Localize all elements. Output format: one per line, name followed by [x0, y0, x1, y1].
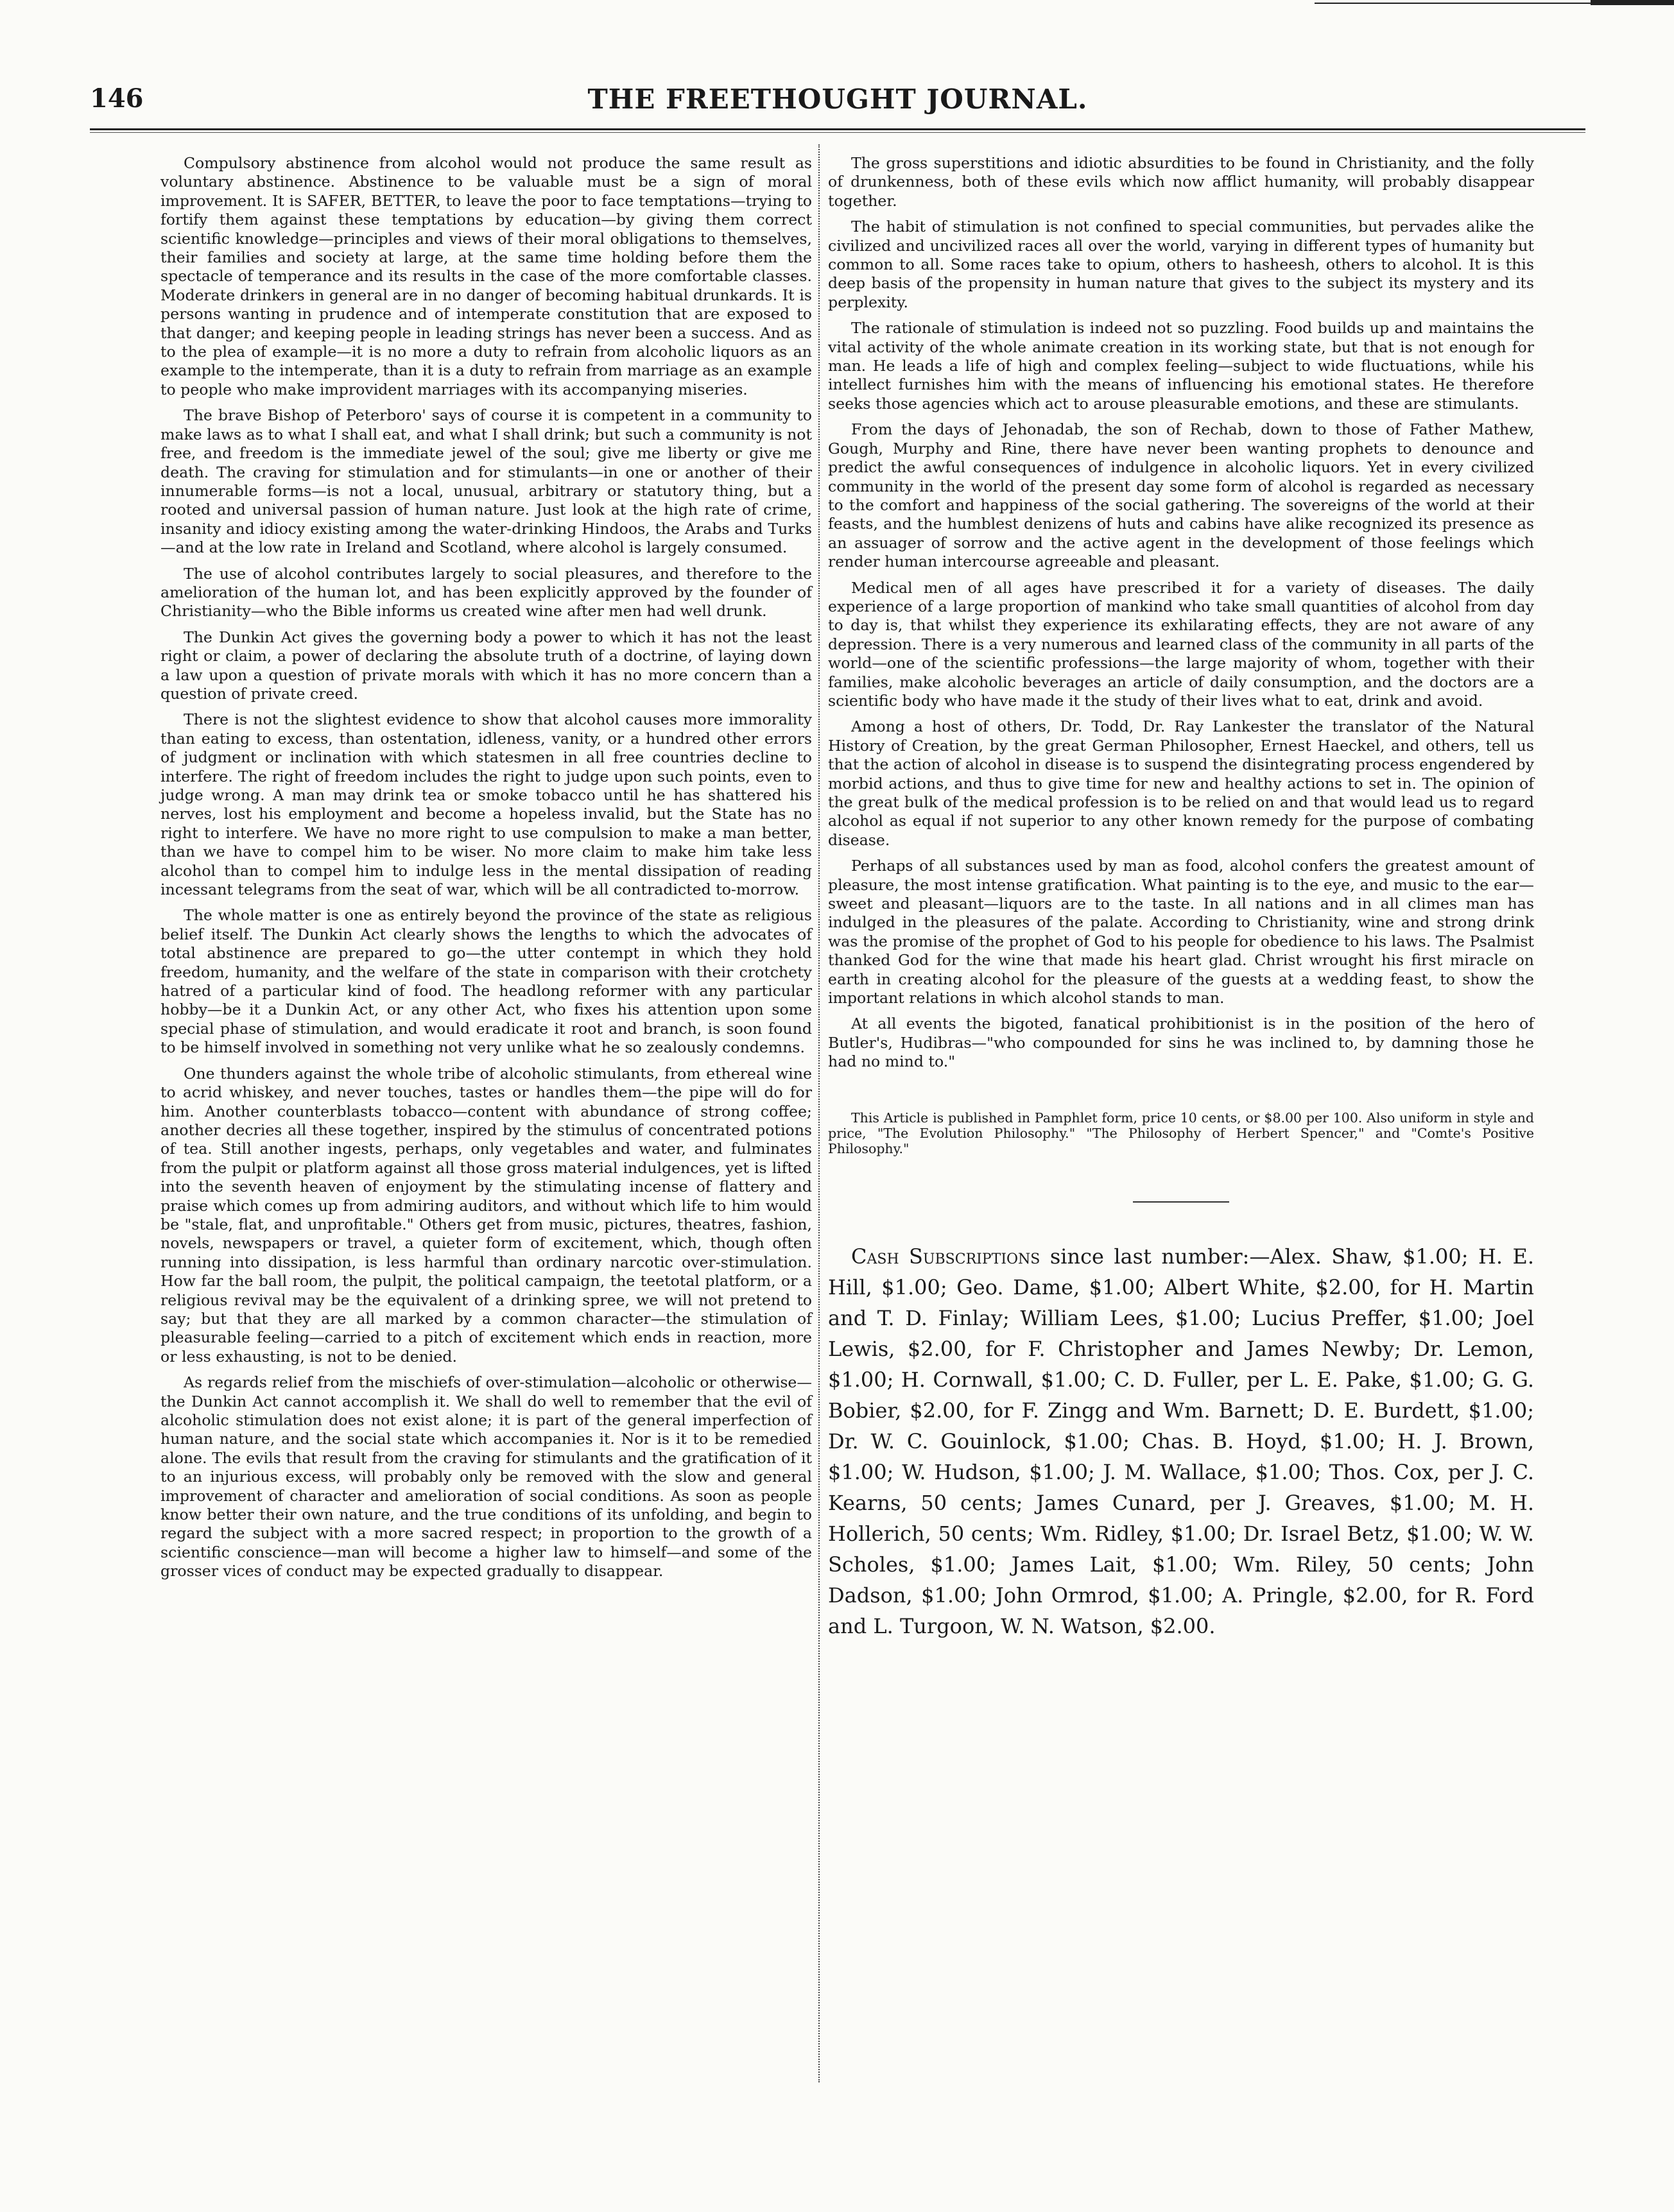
column-divider [818, 144, 820, 2082]
header-rule [90, 128, 1585, 130]
header-rule-thin [90, 132, 1585, 133]
article-paragraph: From the days of Jehonadab, the son of Rechab, down to those of Father Mathew, Gough, Murphy and Rine, there have never been wanting prophets to denounce and predict the awful consequences of indulgence in alcoholic liquors. Yet in every civilized community in the world of the present day some form of alcohol is regarded as necessary to the comfort and happiness of the social gathering. The sovereigns of the world at their feasts, and the humblest denizens of huts and cabins have alike recognized its presence as an assuager of sorrow and the active agent in the development of those feelings which render human intercourse agreeable and pleasant. [828, 420, 1534, 571]
article-paragraph: One thunders against the whole tribe of alcoholic stimulants, from ethereal wine to acrid whiskey, and never touches, tastes or handles them—the pipe will do for him. Another counterblasts tobacco—content with abundance of strong coffee; another decries all these together, inspired by the stimulus of concentrated potions of tea. Still another ingests, perhaps, only vegetables and water, and fulminates from the pulpit or platform against all those gross material indulgences, yet is lifted into the seventh heaven of enjoyment by the stimulating incense of flattery and praise which comes up from admiring auditors, and without which life to him would be "stale, flat, and unprofitable." Others get from music, pictures, theatres, fashion, novels, newspapers or travel, a quieter form of excitement, which, though often running into dissipation, is less harmful than ordinary narcotic over-stimulation. How far the ball room, the pulpit, the political campaign, the teetotal platform, or a religious revival may be the equivalent of a drinking spree, we will not pretend to say; but that they are all marked by a common character—the stimulation of pleasurable feeling—carried to a pitch of excitement which ends in reaction, more or less exhausting, is not to be denied. [160, 1064, 812, 1366]
article-paragraph: Compulsory abstinence from alcohol would not produce the same result as voluntary abstinence. Abstinence to be valuable must be a sign of moral improvement. It is SAFER, BETTER, to leave the poor to face temptations—trying to fortify them against these temptations by education—by giving them correct scientific knowledge—principles and views of their moral obligations to themselves, their families and society at large, at the same time holding before them the spectacle of temperance and its results in the case of the more comfortable classes. Moderate drinkers in general are in no danger of becoming habitual drunkards. It is persons wanting in prudence and of intemperate constitution that are exposed to that danger; and keeping people in leading strings has never been a success. And as to the plea of example—it is no more a duty to refrain from alcoholic liquors as an example to the intemperate, than it is a duty to refrain from marriage as an example to people who make improvident marriages with its accompanying miseries. [160, 154, 812, 399]
subscriptions-list: since last number:—Alex. Shaw, $1.00; H. E. Hill, $1.00; Geo. Dame, $1.00; Albert White, $2.00, for H. Martin and T. D. Finlay; William Lees, $1.00; Lucius Preffer, $1.00; Joel Lewis, $2.00, for F. Christopher and James Newby; Dr. Lemon, $1.00; H. Cornwall, $1.00; C. D. Fuller, per L. E. Pake, $1.00; G. G. Bobier, $2.00, for F. Zingg and Wm. Barnett; D. E. Burdett, $1.00; Dr. W. C. Gouinlock, $1.00; Chas. B. Hoyd, $1.00; H. J. Brown, $1.00; W. Hudson, $1.00; J. M. Wallace, $1.00; Thos. Cox, per J. C. Kearns, 50 cents; James Cunard, per J. Greaves, $1.00; M. H. Hollerich, 50 cents; Wm. Ridley, $1.00; Dr. Israel Betz, $1.00; W. W. Scholes, $1.00; James Lait, $1.00; Wm. Riley, 50 cents; John Dadson, $1.00; John Ormrod, $1.00; A. Pringle, $2.00, for R. Ford and L. Turgoon, W. N. Watson, $2.00. [828, 1244, 1535, 1638]
article-paragraph: Medical men of all ages have prescribed it for a variety of diseases. The daily experience of a large proportion of mankind who take small quantities of alcohol from day to day is, that whilst they experience its exhilarating effects, they are not aware of any depression. There is a very numerous and learned class of the community in all parts of the world—one of the scientific professions—the large majority of whom, together with their families, make alcoholic beverages an article of daily consumption, and the doctors are a scientific body who have made it the study of their lives what to eat, drink and avoid. [828, 578, 1534, 710]
left-column [160, 154, 812, 1588]
subscriptions-heading: Cash Subscriptions [851, 1244, 1040, 1269]
article-paragraph: At all events the bigoted, fanatical prohibitionist is in the position of the hero of Butler's, Hudibras—"who compounded for sins he was inclined to, by damning those he had no mind to." [828, 1015, 1534, 1071]
article-paragraph: The use of alcohol contributes largely to social pleasures, and therefore to the amelioration of the human lot, and has been explicitly approved by the founder of Christianity—who the Bible informs us created wine after men had well drunk. [160, 564, 812, 621]
article-paragraph: The whole matter is one as entirely beyond the province of the state as religious belief itself. The Dunkin Act clearly shows the lengths to which the advocates of total abstinence are prepared to go—the utter contempt in which they hold freedom, humanity, and the welfare of the state in comparison with their crotchety hatred of a particular kind of food. The headlong reformer with any particular hobby—be it a Dunkin Act, or any other Act, who fixes his attention upon some special phase of stimulation, and would eradicate it root and branch, is soon found to be himself involved in something not very unlike what he so zealously condemns. [160, 906, 812, 1057]
right-column [828, 154, 1534, 1642]
top-corner-rule [1315, 0, 1674, 6]
page-number: 146 [90, 83, 144, 114]
cash-subscriptions [828, 1241, 1534, 1642]
article-paragraph: The rationale of stimulation is indeed not so puzzling. Food builds up and maintains the vital activity of the whole animate creation in its working state, but that is not enough for man. He leads a life of high and complex feeling—subject to wide fluctuations, while his intellect furnishes him with the means of influencing his emotional states. He therefore seeks those agencies which act to arouse pleasurable emotions, and these are stimulants. [828, 319, 1534, 413]
article-paragraph: There is not the slightest evidence to show that alcohol causes more immorality than eating to excess, than ostentation, idleness, vanity, or a hundred other errors of judgment or inclination with which statesmen in all free countries decline to interfere. The right of freedom includes the right to judge upon such points, even to judge wrong. A man may drink tea or smoke tobacco until he has shattered his nerves, lost his employment and become a hopeless invalid, but the State has no right to interfere. We have no more right to use compulsion to make a man better, than we have to compel him to be wiser. No more claim to make him take less alcohol than to compel him to indulge less in the mental dissipation of reading incessant telegrams from the seat of war, which will be all contradicted to-morrow. [160, 710, 812, 899]
article-paragraph: The Dunkin Act gives the governing body a power to which it has not the least right or claim, a power of declaring the absolute truth of a doctrine, of laying down a law upon a question of private morals with which it has no more concern than a question of private creed. [160, 628, 812, 703]
article-paragraph: The brave Bishop of Peterboro' says of course it is competent in a community to make laws as to what I shall eat, and what I shall drink; but such a community is not free, and freedom is the immediate jewel of the soul; give me liberty or give me death. The craving for stimulation and for stimulants—in one or another of their innumerable forms—is not a local, unusual, arbitrary or statutory thing, but a rooted and universal passion of human nature. Just look at the high rate of crime, insanity and idiocy existing among the water-drinking Hindoos, the Arabs and Turks—and at the low rate in Ireland and Scotland, where alcohol is largely consumed. [160, 406, 812, 557]
article-paragraph: Among a host of others, Dr. Todd, Dr. Ray Lankester the translator of the Natural History of Creation, by the great German Philosopher, Ernest Haeckel, and others, tell us that the action of alcohol in disease is to suspend the disintegrating process engendered by morbid actions, and thus to give time for new and healthy actions to set in. The opinion of the great bulk of the medical profession is to be relied on and that would lead us to regard alcohol as equal if not superior to any other known remedy for the purpose of combating disease. [828, 717, 1534, 849]
section-rule [1133, 1201, 1229, 1203]
top-thin-rule [1315, 3, 1597, 4]
pamphlet-note: This Article is published in Pamphlet form, price 10 cents, or $8.00 per 100. Also uniform in style and price, "The Evolution Philosophy." "The Philosophy of Herbert Spencer," and "Comte's Positive Philosophy." [828, 1110, 1534, 1156]
page-header [90, 83, 1585, 122]
article-paragraph: Perhaps of all substances used by man as food, alcohol confers the greatest amount of pleasure, the most intense gratification. What painting is to the eye, and music to the ear—sweet and pleasant—liquors are to the taste. In all nations and in all climes man has indulged in the pleasures of the palate. According to Christianity, wine and strong drink was the promise of the prophet of God to his people for obedience to his laws. The Psalmist thanked God for the wine that made his heart glad. Christ wrought his first miracle on earth in creating alcohol for the pleasure of the guests at a wedding feast, to show the important relations in which alcohol stands to man. [828, 857, 1534, 1007]
article-paragraph: The habit of stimulation is not confined to special communities, but pervades alike the civilized and uncivilized races all over the world, varying in different types of humanity but common to all. Some races take to opium, others to hasheesh, others to alcohol. It is this deep basis of the propensity in human nature that gives to the subject its mystery and its perplexity. [828, 218, 1534, 311]
article-paragraph: As regards relief from the mischiefs of over-stimulation—alcoholic or otherwise—the Dunkin Act cannot accomplish it. We shall do well to remember that the evil of alcoholic stimulation does not exist alone; it is part of the general imperfection of human nature, and the social state which accompanies it. Nor is it to be remedied alone. The evils that result from the craving for stimulants and the gratification of it to an injurious excess, will probably only be removed with the slow and general improvement of character and amelioration of social conditions. As soon as people know better their own nature, and the true conditions of its unfolding, and begin to regard the subject with a more sacred respect; in proportion to the growth of a scientific conscience—man will become a higher law to himself—and some of the grosser vices of conduct may be expected gradually to disappear. [160, 1373, 812, 1581]
top-thick-rule [1591, 0, 1674, 5]
article-paragraph: The gross superstitions and idiotic absurdities to be found in Christianity, and the folly of drunkenness, both of these evils which now afflict humanity, will probably disappear together. [828, 154, 1534, 210]
journal-title: THE FREETHOUGHT JOURNAL. [587, 83, 1088, 115]
